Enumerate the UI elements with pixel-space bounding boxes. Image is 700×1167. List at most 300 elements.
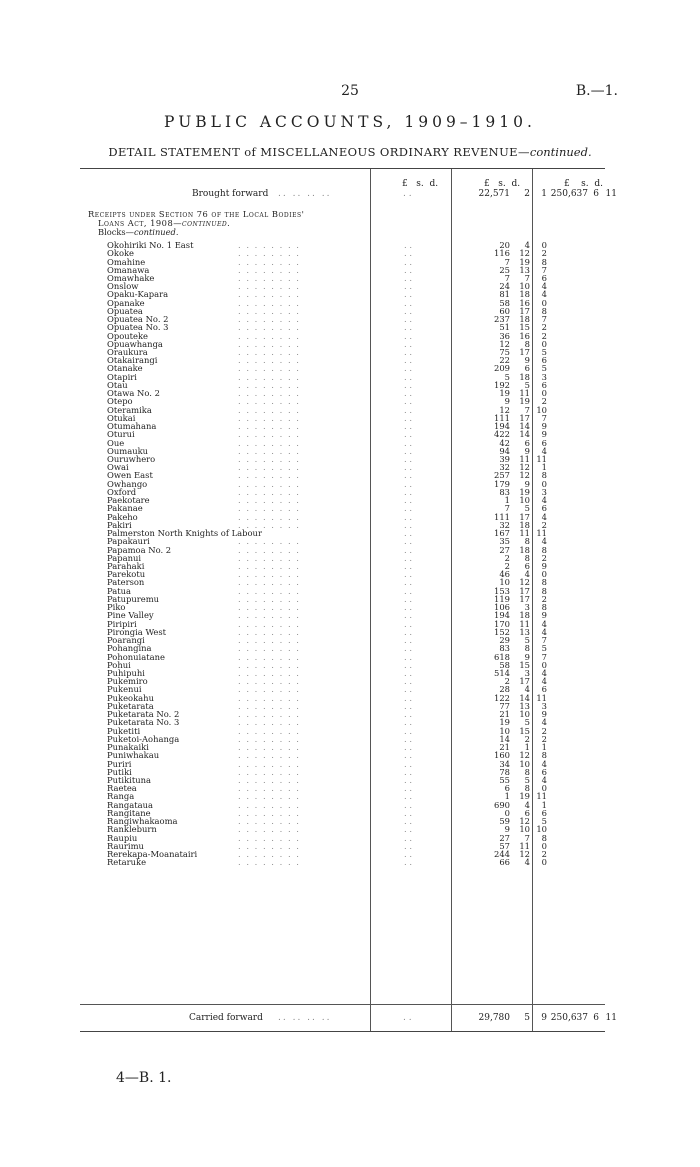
amount-pounds: 12 bbox=[499, 404, 510, 415]
amount-pounds: 32 bbox=[499, 462, 510, 473]
block-name: Owen East bbox=[107, 470, 153, 481]
amount-shillings: 17 bbox=[519, 412, 530, 423]
leader-dots: . . . . . . . . bbox=[238, 841, 301, 851]
block-name: Otumahana bbox=[107, 421, 157, 432]
amount-shillings: 11 bbox=[519, 528, 530, 539]
amount-pence: 9 bbox=[541, 429, 547, 440]
leader-dots: . . . . . . . . bbox=[238, 767, 301, 777]
leader-dots: . . bbox=[404, 412, 412, 423]
amount-shillings: 8 bbox=[524, 552, 530, 563]
amount-shillings: 8 bbox=[524, 643, 530, 654]
amount-pounds: 78 bbox=[499, 766, 510, 777]
block-name: Papanui bbox=[107, 552, 142, 563]
block-name: Oturui bbox=[107, 429, 135, 440]
amount-pounds: 94 bbox=[499, 445, 510, 456]
amount-shillings: 6 bbox=[524, 561, 530, 571]
amount-pence: 6 bbox=[541, 437, 547, 448]
amount-shillings: 18 bbox=[519, 519, 530, 530]
amount-shillings: 15 bbox=[519, 659, 530, 670]
block-name: Papamoa No. 2 bbox=[107, 544, 172, 555]
leader-dots: . . bbox=[404, 511, 412, 522]
amount-pounds: 244 bbox=[494, 849, 510, 859]
leader-dots: . . bbox=[404, 355, 412, 366]
amount-shillings: 11 bbox=[519, 454, 530, 464]
amount-pence: 11 bbox=[536, 692, 547, 703]
amount-pounds: 25 bbox=[499, 264, 510, 275]
amount-shillings: 14 bbox=[519, 692, 530, 703]
leader-dots: . . bbox=[404, 330, 412, 341]
col4-header: £ s. d. bbox=[564, 179, 603, 189]
leader-dots: . . . . . . . . bbox=[238, 323, 301, 333]
amount-shillings: 8 bbox=[524, 338, 530, 349]
block-name: Retaruke bbox=[107, 857, 147, 868]
amount-shillings: 12 bbox=[519, 849, 530, 859]
amount-pence: 2 bbox=[541, 849, 547, 859]
leader-dots: . . . . . . . . bbox=[238, 413, 301, 423]
amount-pounds: 28 bbox=[499, 684, 510, 695]
amount-pence: 4 bbox=[541, 717, 547, 728]
amount-pounds: 7 bbox=[504, 272, 510, 283]
amount-pounds: 14 bbox=[499, 733, 510, 744]
amount-pence: 0 bbox=[541, 338, 547, 349]
leader-dots: . . . . . . . . bbox=[238, 669, 301, 678]
amount-shillings: 12 bbox=[519, 577, 530, 588]
leader-dots: . . . . . . . . bbox=[238, 249, 301, 259]
amount-shillings: 5 bbox=[524, 717, 530, 728]
receipts-heading-line1: Receipts under Section 76 of the Local Bodies' bbox=[88, 209, 305, 219]
leader-dots: . . bbox=[404, 240, 412, 250]
amount-pounds: 60 bbox=[499, 305, 510, 316]
amount-shillings: 2 bbox=[524, 733, 530, 744]
amount-shillings: 9 bbox=[524, 445, 530, 456]
amount-pounds: 690 bbox=[494, 799, 510, 810]
amount-pounds: 29 bbox=[499, 635, 510, 645]
leader-dots: . . . . . . . . bbox=[238, 784, 301, 794]
leader-dots: . . . . . . . . bbox=[238, 537, 301, 547]
brought-forward-label: Brought forward bbox=[192, 189, 269, 199]
block-name: Puhipuhi bbox=[107, 668, 145, 678]
amount-pounds: 514 bbox=[494, 668, 510, 678]
leader-dots: . . bbox=[404, 766, 412, 777]
amount-pounds: 194 bbox=[494, 421, 510, 432]
amount-pence: 0 bbox=[541, 240, 547, 250]
leader-dots: . . bbox=[404, 849, 412, 859]
leader-dots: . . bbox=[404, 585, 412, 596]
block-name: Okoke bbox=[107, 248, 135, 259]
leader-dots: . . . . . . . . bbox=[238, 718, 301, 728]
amount-shillings: 10 bbox=[519, 281, 530, 292]
amount-shillings: 18 bbox=[519, 289, 530, 300]
amount-pounds: 32 bbox=[499, 519, 510, 530]
amount-shillings: 6 bbox=[524, 363, 530, 374]
amount-pounds: 57 bbox=[499, 840, 510, 851]
leader-dots: . . . . . . . . bbox=[238, 817, 301, 827]
amount-pence: 6 bbox=[541, 503, 547, 514]
leader-dots: . . bbox=[404, 388, 412, 399]
amount-pounds: 257 bbox=[494, 470, 510, 481]
leader-dots: . . bbox=[404, 807, 412, 818]
amount-pence: 3 bbox=[541, 486, 547, 497]
amount-pounds: 618 bbox=[494, 651, 510, 662]
amount-pence: 7 bbox=[541, 635, 547, 645]
block-name: Putiki bbox=[107, 766, 132, 777]
receipts-heading-line3 bbox=[88, 228, 363, 237]
leader-dots: . . bbox=[404, 717, 412, 728]
amount-pounds: 209 bbox=[494, 363, 510, 374]
leader-dots: . . . . . . . . bbox=[238, 298, 301, 308]
block-name: Opuatea No. 3 bbox=[107, 322, 169, 333]
leader-dots: . . bbox=[404, 709, 412, 720]
leader-dots: . . . . . . . . bbox=[238, 306, 301, 316]
statement-subtitle bbox=[0, 145, 700, 159]
amount-pounds: 27 bbox=[499, 544, 510, 555]
leader-dots: . . . . . . . . bbox=[238, 339, 301, 349]
leader-dots: . . bbox=[404, 783, 412, 794]
amount-pence: 5 bbox=[541, 643, 547, 654]
leader-dots: . . bbox=[404, 643, 412, 654]
amount-pounds: 119 bbox=[494, 593, 510, 604]
leader-dots: . . . . . . . . bbox=[238, 636, 301, 645]
leader-dots: . . . . . . . . bbox=[238, 273, 301, 283]
leader-dots: . . bbox=[404, 445, 412, 456]
block-name: Otau bbox=[107, 379, 128, 390]
leader-dots: . . bbox=[404, 297, 412, 308]
leader-dots: . . . . . . . . bbox=[238, 800, 301, 810]
leader-dots: . . bbox=[404, 272, 412, 283]
amount-pence: 3 bbox=[541, 371, 547, 382]
leader-dots: . . bbox=[404, 363, 412, 374]
amount-shillings: 16 bbox=[519, 297, 530, 308]
leader-dots: . . bbox=[404, 668, 412, 678]
block-name: Opuatea bbox=[107, 305, 143, 316]
leader-dots: . . bbox=[404, 561, 412, 571]
amount-pence: 6 bbox=[541, 684, 547, 695]
leader-dots: . . bbox=[404, 733, 412, 744]
leader-dots: . . . . . . . . bbox=[238, 825, 301, 835]
block-name: Omahine bbox=[107, 256, 146, 267]
leader-dots: . . bbox=[404, 281, 412, 292]
amount-pence: 6 bbox=[541, 272, 547, 283]
leader-dots: . . bbox=[404, 824, 412, 835]
block-name: Raurimu bbox=[107, 840, 144, 851]
block-name: Opaku-Kapara bbox=[107, 289, 169, 300]
leader-dots: . . bbox=[404, 857, 412, 868]
brought-forward-c3-pence: 1 bbox=[541, 189, 547, 199]
leader-dots: . . . . . . . . bbox=[238, 471, 301, 481]
leader-dots: . . bbox=[404, 371, 412, 382]
block-name: Opouteke bbox=[107, 330, 149, 341]
block-name: Raupiu bbox=[107, 832, 138, 843]
amount-shillings: 17 bbox=[519, 676, 530, 687]
amount-pounds: 116 bbox=[494, 248, 510, 259]
carried-forward-label: Carried forward bbox=[189, 1013, 263, 1023]
brought-forward-c4-pence: 11 bbox=[605, 189, 617, 199]
amount-pence: 11 bbox=[536, 528, 547, 539]
leader-dots: . . . . . . . . bbox=[238, 496, 301, 506]
amount-pounds: 422 bbox=[494, 429, 510, 440]
amount-shillings: 12 bbox=[519, 462, 530, 473]
amount-shillings: 19 bbox=[519, 256, 530, 267]
leader-dots: . . . . . . . . bbox=[238, 603, 301, 613]
amount-shillings: 12 bbox=[519, 248, 530, 259]
brought-forward-c3-pounds: 22,571 bbox=[478, 189, 510, 199]
block-name: Otakairangi bbox=[107, 355, 158, 366]
amount-pounds: 55 bbox=[499, 775, 510, 785]
leader-dots: . . . . . . . . bbox=[238, 422, 301, 432]
block-name: Parekotu bbox=[107, 569, 146, 580]
leader-dots: . . . . . . . . bbox=[238, 389, 301, 399]
leader-dots: . . . . . . . . bbox=[238, 586, 301, 596]
amount-pounds: 2 bbox=[504, 552, 510, 563]
leader-dots: . . bbox=[404, 676, 412, 687]
leader-dots: . . . . . . . . bbox=[238, 356, 301, 366]
leader-dots: . . . . . . . . bbox=[238, 562, 301, 571]
page-title: PUBLIC ACCOUNTS, 1909–1910. bbox=[164, 113, 536, 131]
leader-dots: . . . . . . . . bbox=[238, 743, 301, 752]
block-name: Omanawa bbox=[107, 264, 150, 275]
amount-pence: 8 bbox=[541, 470, 547, 481]
leader-dots: . . . . . . . . bbox=[238, 693, 301, 703]
leader-dots: . . . . . . . . bbox=[238, 611, 301, 621]
amount-pence: 2 bbox=[541, 725, 547, 736]
amount-pence: 2 bbox=[541, 396, 547, 407]
amount-pounds: 77 bbox=[499, 700, 510, 711]
leader-dots: . . . . . . . . bbox=[238, 734, 301, 744]
amount-shillings: 3 bbox=[524, 602, 530, 613]
leader-dots: . . bbox=[404, 610, 412, 621]
block-name: Oue bbox=[107, 437, 125, 448]
leader-dots: . . . . . . . . bbox=[238, 644, 301, 654]
amount-pounds: 27 bbox=[499, 832, 510, 843]
brought-forward-c4-pounds: 250,637 bbox=[550, 189, 588, 199]
leader-dots: . . bbox=[404, 404, 412, 415]
amount-shillings: 8 bbox=[524, 766, 530, 777]
leader-dots: . . bbox=[404, 725, 412, 736]
amount-shillings: 4 bbox=[524, 857, 530, 868]
leader-dots: . . bbox=[404, 758, 412, 769]
leader-dots: . . . . . . . . bbox=[238, 619, 301, 629]
brought-forward-row: Brought forward .. .. .. .. . . 22,571 2 1 250,637 6 11 bbox=[192, 189, 617, 199]
amount-shillings: 7 bbox=[524, 832, 530, 843]
leader-dots: . . . . . . . . bbox=[238, 520, 301, 530]
amount-pounds: 2 bbox=[504, 561, 510, 571]
block-name: Pakeho bbox=[107, 511, 138, 522]
amount-shillings: 1 bbox=[524, 742, 530, 752]
amount-pounds: 6 bbox=[504, 783, 510, 794]
block-name: Oxford bbox=[107, 486, 137, 497]
amount-pounds: 20 bbox=[499, 240, 510, 250]
amount-pounds: 35 bbox=[499, 536, 510, 547]
amount-pounds: 21 bbox=[499, 742, 510, 752]
amount-pence: 1 bbox=[541, 462, 547, 473]
leader-dots: . . bbox=[404, 577, 412, 588]
amount-shillings: 3 bbox=[524, 668, 530, 678]
leader-dots: . . . . . . . . bbox=[238, 331, 301, 341]
amount-pounds: 19 bbox=[499, 717, 510, 728]
amount-shillings: 18 bbox=[519, 544, 530, 555]
leader-dots: . . bbox=[404, 256, 412, 267]
block-name: Pohangina bbox=[107, 643, 152, 654]
amount-pence: 4 bbox=[541, 511, 547, 522]
leader-dots: . . . . . . . . bbox=[238, 487, 301, 497]
leader-dots: . . bbox=[404, 347, 412, 357]
carried-forward-c3-shillings: 5 bbox=[524, 1013, 530, 1023]
amount-pence: 1 bbox=[541, 799, 547, 810]
block-name: Puketarata No. 2 bbox=[107, 709, 180, 720]
block-name: Rerekapa-Moanatairi bbox=[107, 849, 198, 859]
leader-dots: . . bbox=[404, 840, 412, 851]
amount-shillings: 14 bbox=[519, 429, 530, 440]
carried-forward-c3-pounds: 29,780 bbox=[478, 1013, 510, 1023]
leader-dots: . . . . . . . . bbox=[238, 726, 301, 736]
block-name: Parahaki bbox=[107, 561, 145, 571]
leader-dots: . . bbox=[404, 478, 412, 489]
leader-dots: . . bbox=[404, 618, 412, 629]
amount-shillings: 11 bbox=[519, 840, 530, 851]
leader-dots: . . . . . . . . bbox=[238, 446, 301, 456]
leader-dots: . . . . . . . . bbox=[238, 685, 301, 695]
leader-dots: . . bbox=[404, 569, 412, 580]
leader-dots: . . bbox=[404, 396, 412, 407]
amount-pence: 0 bbox=[541, 659, 547, 670]
leader-dots: . . bbox=[404, 429, 412, 440]
amount-pounds: 58 bbox=[499, 659, 510, 670]
leader-dots: . . bbox=[404, 775, 412, 785]
amount-pence: 8 bbox=[541, 832, 547, 843]
leader-dots: . . . . . . . . bbox=[238, 858, 301, 868]
amount-shillings: 13 bbox=[519, 626, 530, 637]
amount-pounds: 75 bbox=[499, 347, 510, 357]
amount-pence: 4 bbox=[541, 289, 547, 300]
block-name: Palmerston North Knights of Labour bbox=[107, 528, 262, 539]
amount-pence: 8 bbox=[541, 256, 547, 267]
leader-dots: . . . . . . . . bbox=[238, 257, 301, 267]
amount-shillings: 10 bbox=[519, 758, 530, 769]
block-name: Paterson bbox=[107, 577, 145, 588]
amount-pence: 6 bbox=[541, 379, 547, 390]
amount-shillings: 7 bbox=[524, 272, 530, 283]
blocks-label-cont: continued. bbox=[133, 227, 179, 237]
amount-shillings: 19 bbox=[519, 791, 530, 802]
amount-pence: 4 bbox=[541, 281, 547, 292]
block-name: Pine Valley bbox=[107, 610, 154, 621]
block-name: Puketoi-Aohanga bbox=[107, 733, 180, 744]
leader-dots: . . . . . . . . bbox=[238, 348, 301, 357]
block-name: Puniwhakau bbox=[107, 750, 160, 761]
amount-pence: 9 bbox=[541, 561, 547, 571]
leader-dots: . . . . . . . . bbox=[238, 380, 301, 390]
leader-dots: . . . . . . . . bbox=[238, 850, 301, 859]
leader-dots: . . bbox=[404, 462, 412, 473]
leader-dots: . . bbox=[404, 305, 412, 316]
amount-shillings: 16 bbox=[519, 330, 530, 341]
amount-pounds: 152 bbox=[494, 626, 510, 637]
amount-pounds: 170 bbox=[494, 618, 510, 629]
amount-pence: 0 bbox=[541, 297, 547, 308]
leader-dots: . . . . . . . . bbox=[238, 710, 301, 720]
block-name: Otanake bbox=[107, 363, 143, 374]
leader-dots: . . . . . . . . bbox=[238, 833, 301, 843]
amount-pounds: 36 bbox=[499, 330, 510, 341]
page-reference: B.—1. bbox=[575, 83, 618, 99]
leader-dots: . . bbox=[404, 816, 412, 827]
leader-dots: . . bbox=[404, 314, 412, 325]
amount-shillings: 10 bbox=[519, 824, 530, 835]
amount-pence: 6 bbox=[541, 355, 547, 366]
carried-forward-c4-pence: 11 bbox=[605, 1013, 617, 1023]
amount-pence: 4 bbox=[541, 618, 547, 629]
amount-shillings: 17 bbox=[519, 593, 530, 604]
block-name: Piko bbox=[107, 602, 126, 613]
leader-dots: . . . . . . . . bbox=[238, 438, 301, 448]
leader-dots: . . bbox=[404, 626, 412, 637]
amount-pence: 4 bbox=[541, 775, 547, 785]
amount-shillings: 10 bbox=[519, 709, 530, 720]
amount-shillings: 18 bbox=[519, 610, 530, 621]
leader-dots: . . bbox=[404, 651, 412, 662]
leader-dots: . . . . . . . . bbox=[238, 455, 301, 464]
amount-shillings: 8 bbox=[524, 536, 530, 547]
leader-dots: . . bbox=[404, 791, 412, 802]
block-name: Punakaiki bbox=[107, 742, 149, 752]
amount-pence: 5 bbox=[541, 347, 547, 357]
leader-dots: . . . . . . . . bbox=[238, 241, 301, 250]
amount-pounds: 12 bbox=[499, 338, 510, 349]
receipts-heading bbox=[88, 210, 363, 237]
amount-pence: 2 bbox=[541, 519, 547, 530]
amount-pounds: 1 bbox=[504, 791, 510, 802]
carried-forward-c4-shillings: 6 bbox=[593, 1013, 599, 1023]
amount-pounds: 160 bbox=[494, 750, 510, 761]
block-name: Pukemiro bbox=[107, 676, 148, 687]
leader-dots: . . bbox=[404, 593, 412, 604]
block-name: Rankleburn bbox=[107, 824, 157, 835]
amount-shillings: 6 bbox=[524, 437, 530, 448]
leader-dots: . . . . . . . . bbox=[238, 504, 301, 514]
amount-pence: 2 bbox=[541, 322, 547, 333]
amount-pounds: 122 bbox=[494, 692, 510, 703]
leader-dots: . . . . . . . . bbox=[238, 397, 301, 407]
amount-pounds: 58 bbox=[499, 297, 510, 308]
leader-dots: . . bbox=[404, 692, 412, 703]
footer-signature: 4—B. 1. bbox=[116, 1070, 172, 1086]
brought-forward-c3-shillings: 2 bbox=[524, 189, 530, 199]
amount-shillings: 5 bbox=[524, 635, 530, 645]
block-name: Puriri bbox=[107, 758, 132, 769]
leader-dots: . . bbox=[404, 503, 412, 514]
block-name: Paekotare bbox=[107, 495, 150, 506]
block-name: Pakanae bbox=[107, 503, 143, 514]
amount-pence: 3 bbox=[541, 700, 547, 711]
leader-dots: . . bbox=[404, 437, 412, 448]
amount-pence: 5 bbox=[541, 363, 547, 374]
amount-pence: 4 bbox=[541, 445, 547, 456]
amount-pounds: 5 bbox=[504, 371, 510, 382]
amount-shillings: 4 bbox=[524, 569, 530, 580]
block-name: Pirongia West bbox=[107, 626, 166, 637]
amount-shillings: 6 bbox=[524, 807, 530, 818]
amount-shillings: 5 bbox=[524, 775, 530, 785]
block-name: Rangitane bbox=[107, 807, 151, 818]
amount-shillings: 19 bbox=[519, 396, 530, 407]
leader-dots: . . bbox=[404, 750, 412, 761]
amount-pounds: 34 bbox=[499, 758, 510, 769]
carried-forward-c4-pounds: 250,637 bbox=[550, 1013, 588, 1023]
amount-pence: 9 bbox=[541, 421, 547, 432]
amount-pence: 8 bbox=[541, 585, 547, 596]
leader-dots: . . bbox=[404, 486, 412, 497]
amount-pence: 0 bbox=[541, 569, 547, 580]
